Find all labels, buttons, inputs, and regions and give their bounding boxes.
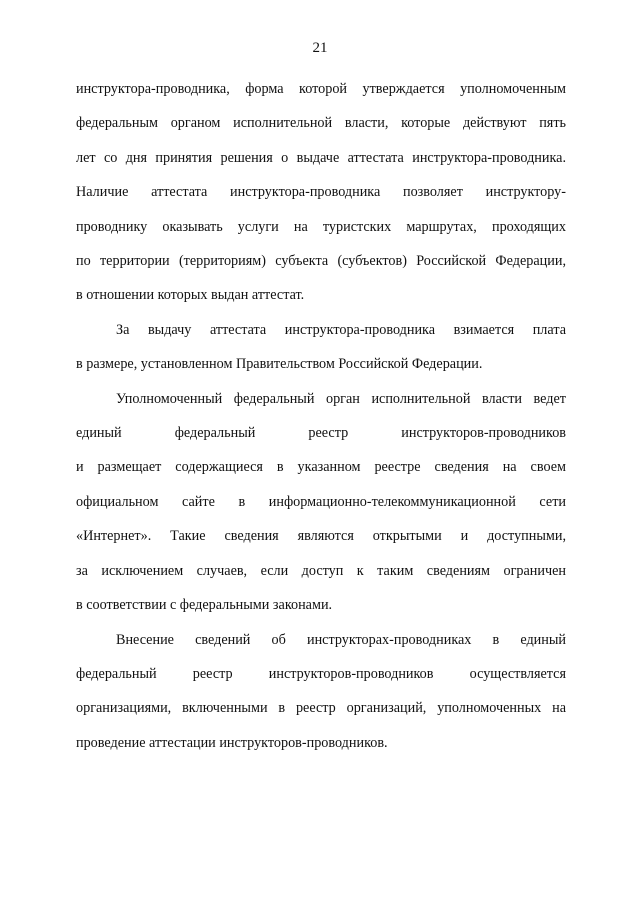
text-line: за исключением случаев, если доступ к таким сведениям ограничен bbox=[76, 562, 566, 579]
paragraph-registry bbox=[76, 382, 566, 623]
page-number: 21 bbox=[312, 40, 328, 56]
text-line: и размещает содержащиеся в указанном реестре сведения на своем bbox=[76, 459, 566, 476]
text-line: Наличие аттестата инструктора-проводника позволяет инструктору- bbox=[76, 184, 566, 201]
text-line: в размере, установленном Правительством Российской Федерации. bbox=[76, 356, 483, 373]
text-line: Внесение сведений об инструкторах-проводниках в единый bbox=[116, 631, 566, 648]
text-line: в соответствии с федеральными законами. bbox=[76, 597, 333, 614]
text-line: официальном сайте в информационно-телекоммуникационной сети bbox=[76, 493, 566, 510]
text-line: единый федеральный реестр инструкторов-проводников bbox=[76, 425, 566, 442]
paragraph-fee bbox=[76, 313, 566, 382]
text-line: по территории (территориям) субъекта (субъектов) Российской Федерации, bbox=[76, 253, 566, 270]
text-line: За выдачу аттестата инструктора-проводника взимается плата bbox=[116, 321, 566, 338]
text-line: «Интернет». Такие сведения являются открытыми и доступными, bbox=[76, 528, 566, 545]
text-line: проводнику оказывать услуги на туристских маршрутах, проходящих bbox=[76, 218, 566, 235]
text-line: федеральным органом исполнительной власти, которые действуют пять bbox=[76, 115, 566, 132]
document-body bbox=[76, 72, 566, 760]
paragraph-registry-entry bbox=[76, 623, 566, 761]
text-line: инструктора-проводника, форма которой утверждается уполномоченным bbox=[76, 81, 566, 97]
text-line: лет со дня принятия решения о выдаче аттестата инструктора-проводника. bbox=[76, 149, 566, 166]
text-line: федеральный реестр инструкторов-проводников осуществляется bbox=[76, 665, 566, 682]
text-line: организациями, включенными в реестр организаций, уполномоченных на bbox=[76, 700, 566, 717]
text-line: проведение аттестации инструкторов-проводников. bbox=[76, 734, 388, 751]
text-line: в отношении которых выдан аттестат. bbox=[76, 287, 305, 304]
text-line: Уполномоченный федеральный орган исполнительной власти ведет bbox=[116, 390, 566, 407]
paragraph-attestat-validity bbox=[76, 72, 566, 313]
